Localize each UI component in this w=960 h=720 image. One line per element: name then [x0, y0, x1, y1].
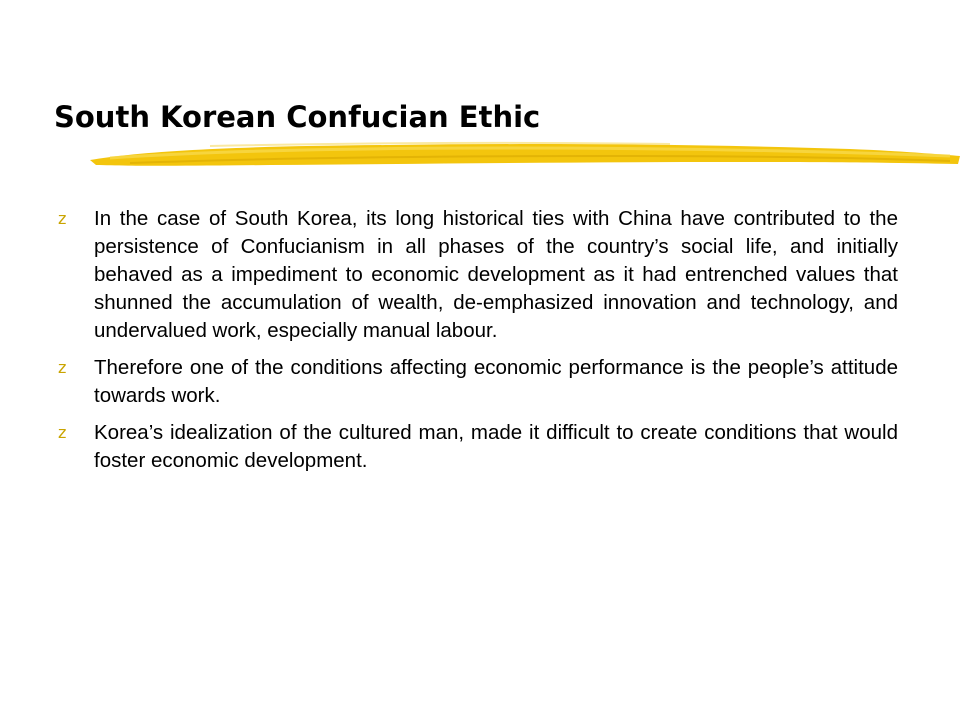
bullet-text: In the case of South Korea, its long historical ties with China have contributed to the persistence of Confucianism in all phases of the country’s social life, and initially behaved as a impediment to economic development as it had entrenched values that shunned the accumulation of wealth, de-emphasized innovation and technology, and undervalued work, especially manual labour.	[94, 207, 898, 342]
slide-title: South Korean Confucian Ethic	[54, 100, 541, 134]
bullet-marker: z	[58, 358, 67, 377]
bullet-text: Korea’s idealization of the cultured man, made it difficult to create conditions that would foster economic development.	[94, 421, 898, 472]
bullet-item	[58, 205, 898, 345]
bullet-marker: z	[58, 209, 67, 228]
bullet-marker: z	[58, 423, 67, 442]
bullet-list	[58, 205, 898, 484]
bullet-item	[58, 419, 898, 475]
bullet-text: Therefore one of the conditions affecting economic performance is the people’s attitude towards work.	[94, 356, 898, 407]
title-underline-brushstroke	[90, 134, 960, 174]
bullet-item	[58, 354, 898, 410]
